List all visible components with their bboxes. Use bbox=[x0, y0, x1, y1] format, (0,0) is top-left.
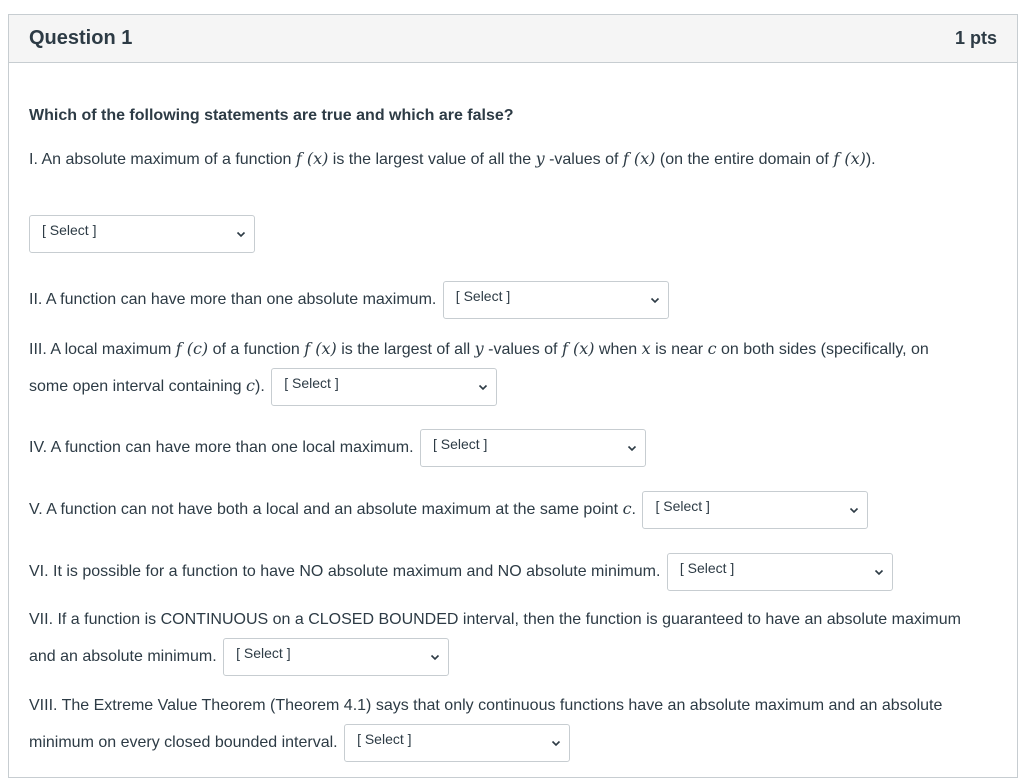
select-statement-5[interactable] bbox=[642, 491, 868, 529]
select-statement-6[interactable] bbox=[667, 553, 893, 591]
question-title: Question 1 bbox=[29, 27, 133, 49]
select-label: [ Select ] bbox=[455, 288, 511, 304]
question-card bbox=[8, 14, 1018, 778]
chevron-down-icon bbox=[874, 567, 884, 577]
chevron-down-icon bbox=[650, 295, 660, 305]
question-header bbox=[9, 15, 1017, 63]
statement-3: III. A local maximum f (c) of a function f (x) is the largest of all y -values of f (x) when x is near c on both sides (specifically, on some open interval containing c). [ Select ] bbox=[29, 331, 989, 406]
statement-1: I. An absolute maximum of a function f (x) is the largest value of all the y -values of f (x) (on the entire domain of f (x)). bbox=[29, 149, 876, 168]
select-statement-2[interactable] bbox=[443, 281, 669, 319]
chevron-down-icon bbox=[551, 738, 561, 748]
chevron-down-icon bbox=[430, 652, 440, 662]
question-prompt: Which of the following statements are true and which are false? bbox=[29, 107, 514, 124]
chevron-down-icon bbox=[849, 505, 859, 515]
statement-2: II. A function can have more than one absolute maximum. [ Select ] bbox=[29, 281, 989, 319]
statement-7: VII. If a function is CONTINUOUS on a CLOSED BOUNDED interval, then the function is guaranteed to have an absolute maximum and an absolute minimum. [ Select ] bbox=[29, 602, 989, 676]
select-label: [ Select ] bbox=[236, 645, 291, 661]
statement-4: IV. A function can have more than one local maximum. [ Select ] bbox=[29, 429, 989, 467]
select-label: [ Select ] bbox=[357, 731, 412, 747]
chevron-down-icon bbox=[627, 443, 637, 453]
chevron-down-icon bbox=[236, 229, 246, 239]
select-statement-7[interactable] bbox=[223, 638, 449, 676]
question-points: 1 pts bbox=[954, 28, 997, 48]
statement-6: VI. It is possible for a function to have NO absolute maximum and NO absolute minimum. [ Select ] bbox=[29, 553, 989, 591]
select-statement-4[interactable] bbox=[420, 429, 646, 467]
chevron-down-icon bbox=[478, 382, 488, 392]
select-label: [ Select ] bbox=[42, 222, 97, 238]
select-statement-3[interactable] bbox=[271, 368, 497, 406]
select-label: [ Select ] bbox=[432, 436, 488, 452]
statement-5: V. A function can not have both a local and an absolute maximum at the same point c. [ Select ] bbox=[29, 491, 989, 529]
statement-8: VIII. The Extreme Value Theorem (Theorem 4.1) says that only continuous functions have an absolute maximum and an absolute minimum on every closed bounded interval. [ Select ] bbox=[29, 688, 989, 762]
select-label: [ Select ] bbox=[679, 560, 735, 576]
select-label: [ Select ] bbox=[284, 375, 339, 391]
select-statement-8[interactable] bbox=[344, 724, 570, 762]
select-statement-1[interactable] bbox=[29, 215, 255, 253]
select-label: [ Select ] bbox=[655, 498, 710, 514]
